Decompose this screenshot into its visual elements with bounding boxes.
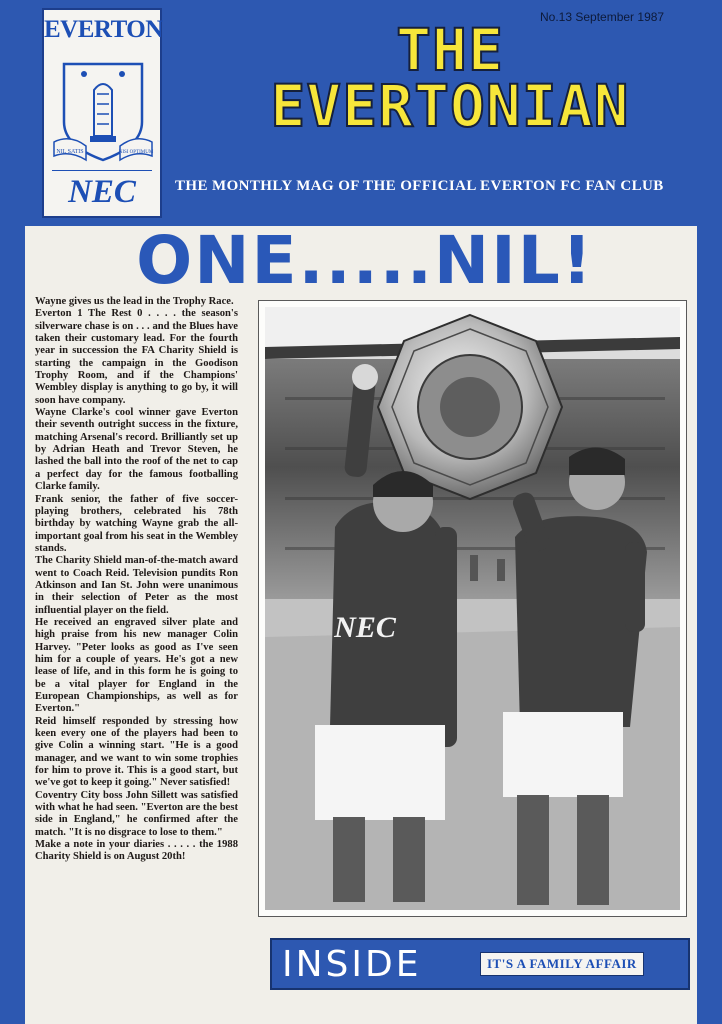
crest-motto-left: NIL SATIS xyxy=(56,149,84,155)
magazine-title-line2: EVERTONIAN xyxy=(270,72,630,140)
magazine-tagline: THE MONTHLY MAG OF THE OFFICIAL EVERTON FC FAN CLUB xyxy=(175,178,664,194)
right-blue-border xyxy=(697,226,722,1024)
inside-banner xyxy=(270,938,690,990)
article-paragraph: Wayne gives us the lead in the Trophy Race. xyxy=(35,296,234,307)
inside-title: INSIDE xyxy=(282,944,422,985)
article-paragraph: Coventry City boss John Sillett was satisfied with what he had seen. "Everton are the best side in England," he confirmed after the match. "It is no disgrace to lose to them." xyxy=(35,789,238,838)
article-paragraph: The Charity Shield man-of-the-match award went to Coach Reid. Television pundits Ron Atkinson and Ian St. John were unanimous in their selection of Peter as the most influential player on the field. xyxy=(35,555,238,616)
player-left-shirt-text: NEC xyxy=(334,611,396,644)
crest-motto-right: NISI OPTIMUM xyxy=(118,150,154,155)
club-crest-icon xyxy=(50,50,156,170)
issue-number: No.13 September 1987 xyxy=(540,10,665,24)
logo-divider xyxy=(52,170,152,171)
article-paragraph: Frank senior, the father of five soccer-playing brothers, celebrated his 78th birthday by watching Wayne grab the all-important goal from his seat in the Wembley stands. xyxy=(35,493,238,554)
cover-headline: ONE.....NIL! xyxy=(136,222,594,299)
magazine-title-line1: THE xyxy=(396,16,504,84)
article-paragraph: He received an engraved silver plate and high praise from his new manager Colin Harvey. "Peter looks as good as I've seen him for a couple of years. He's got a new lease of life, and in this form he is going to be a vital player for England in the European Championships, as well as for Everton." xyxy=(35,616,238,715)
club-logo-box xyxy=(42,8,162,218)
article-paragraph: Wayne Clarke's cool winner gave Everton their seventh outright success in the fixture, matching Arsenal's record. Brilliantly set up by Adrian Heath and Trevor Steven, he lashed the ball into the roof of the net to cap a perfect day for the famous footballing Clarke family. xyxy=(35,407,238,493)
players-with-shield-photo xyxy=(265,307,680,910)
inside-feature-label: IT'S A FAMILY AFFAIR xyxy=(480,952,644,976)
article-paragraph: Reid himself responded by stressing how keen every one of the players had been to give Colin a winning start. "He is a good manager, and we want to win some trophies for him to prove it. This is a good start, but we've got to keep it going." Never satisfied! xyxy=(35,715,238,789)
left-blue-border xyxy=(0,226,25,1024)
article-paragraph: Make a note in your diaries . . . . . the 1988 Charity Shield is on August 20th! xyxy=(35,839,238,863)
club-name: EVERTON xyxy=(44,16,163,43)
article-paragraph: Everton 1 The Rest 0 . . . . the season's silverware chase is on . . . and the Blues have taken their customary lead. For the fourth year in succession the FA Charity Shield is starting the campaign in the Goodison Trophy Room, and if the Champions' Wembley display is anything to go by, it will soon have company. xyxy=(35,308,238,406)
cover-photo-frame xyxy=(258,300,687,917)
sponsor-logo: NEC xyxy=(68,174,136,210)
article-body xyxy=(35,296,238,864)
